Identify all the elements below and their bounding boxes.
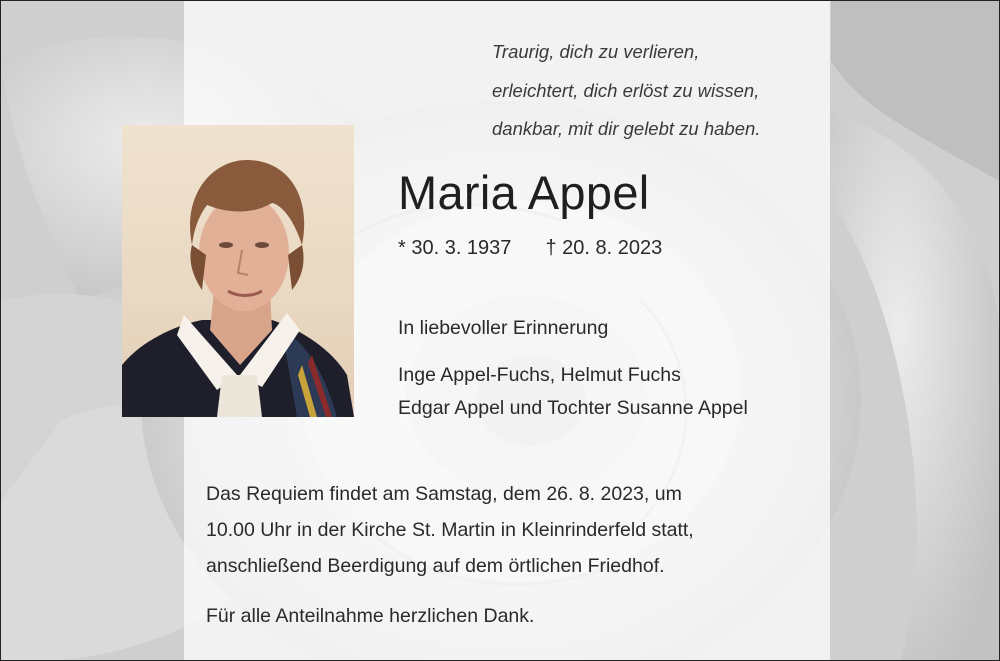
life-dates <box>398 237 662 260</box>
mourner-line: Edgar Appel und Tochter Susanne Appel <box>398 397 748 419</box>
portrait-photo-drawing <box>122 125 354 417</box>
deceased-name: Maria Appel <box>398 166 650 219</box>
motto-line: dankbar, mit dir gelebt zu haben. <box>492 118 761 139</box>
motto-poem <box>492 33 822 149</box>
requiem-line: 10.00 Uhr in der Kirche St. Martin in Kleinrinderfeld statt, <box>206 519 694 541</box>
motto-line: Traurig, dich zu verlieren, <box>492 41 700 62</box>
motto-line: erleichtert, dich erlöst zu wissen, <box>492 79 760 101</box>
mourner-line: Inge Appel-Fuchs, Helmut Fuchs <box>398 364 681 386</box>
death-date: † 20. 8. 2023 <box>545 237 663 259</box>
requiem-notice <box>206 476 694 584</box>
memory-line: In liebevoller Erinnerung <box>398 317 609 339</box>
requiem-line: Das Requiem findet am Samstag, dem 26. 8. 2023, um <box>206 483 682 505</box>
birth-date: * 30. 3. 1937 <box>398 237 512 259</box>
requiem-line: anschließend Beerdigung auf dem örtlichen Friedhof. <box>206 555 665 577</box>
mourners-list <box>398 359 748 425</box>
thanks-line: Für alle Anteilnahme herzlichen Dank. <box>206 605 535 627</box>
portrait-photo <box>122 125 354 417</box>
